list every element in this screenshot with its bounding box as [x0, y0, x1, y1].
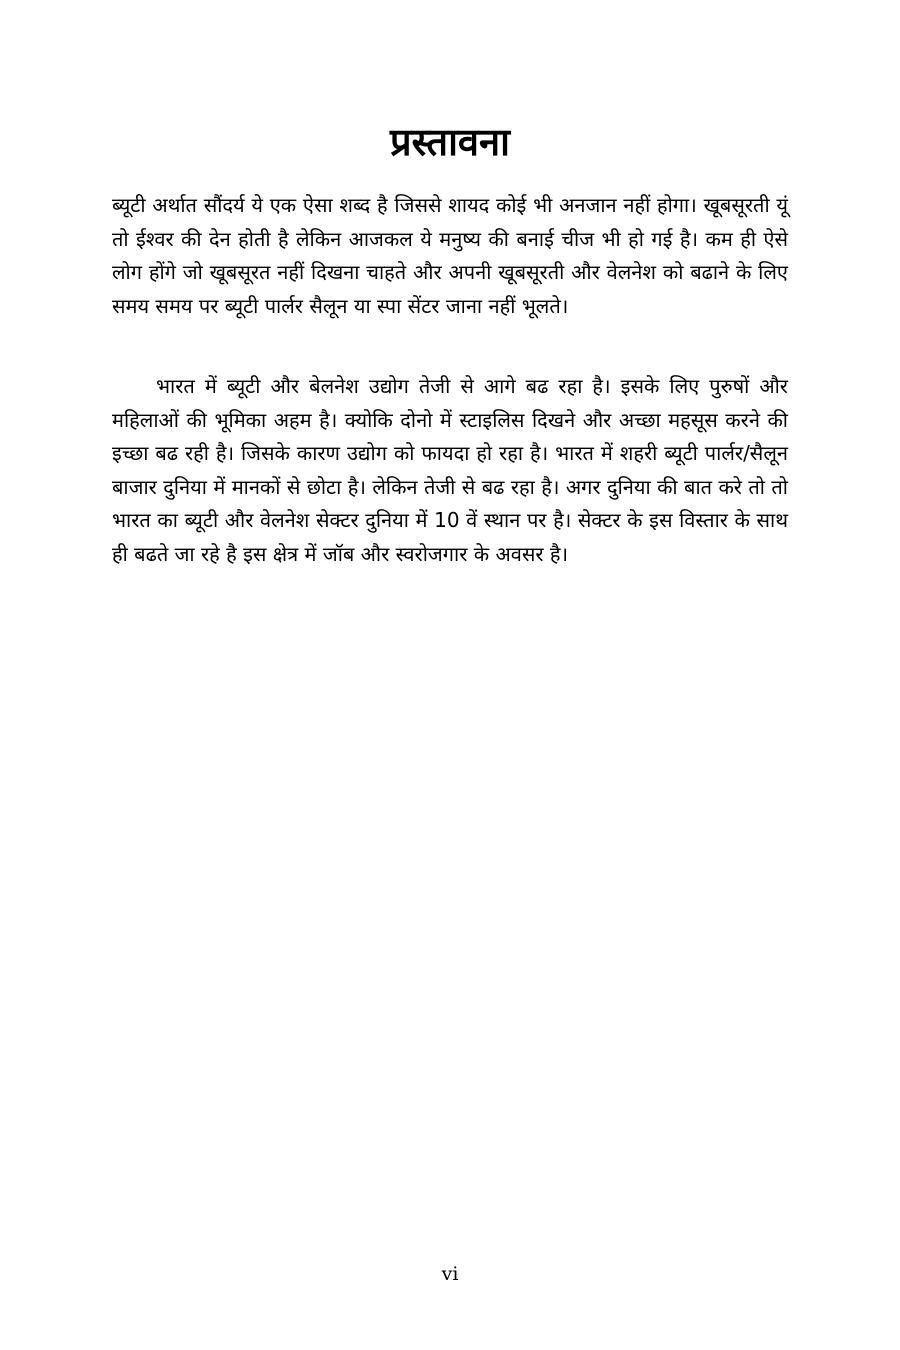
paragraph-2: भारत में ब्यूटी और बेलनेश उद्योग तेजी से आगे बढ रहा है। इसके लिए पुरुषों और महिलाओं की भूमिका अहम है। क्योकि दोनो में स्टाइलिस दिखने और अच्छा महसूस करने की इच्छा बढ रही है। जिसके कारण उद्योग को फायदा हो रहा है। भारत में शहरी ब्यूटी पार्लर/सैलून बाजार दुनिया में मानकों से छोटा है। लेकिन तेजी से बढ रहा है। अगर दुनिया की बात करे तो तो भारत का ब्यूटी और वेलनेश सेक्टर दुनिया में 10 वें स्थान पर है। सेक्टर के इस विस्तार के साथ ही बढते जा रहे है इस क्षेत्र में जॉब और स्वरोजगार के अवसर है। — [112, 374, 788, 566]
page-title: प्रस्तावना — [390, 120, 510, 164]
paragraph-1: ब्यूटी अर्थात सौंदर्य ये एक ऐसा शब्द है जिससे शायद कोई भी अनजान नहीं होगा। खूबसूरती यूं तो ईश्वर की देन होती है लेकिन आजकल ये मनुष्य की बनाई चीज भी हो गई है। कम ही ऐसे लोग होंगे जो खूबसूरत नहीं दिखना चाहते और अपनी खूबसूरती और वेलनेश को बढाने के लिए समय समय पर ब्यूटी पार्लर सैलून या स्पा सेंटर जाना नहीं भूलते। — [112, 193, 788, 318]
page-number: vi — [441, 1263, 459, 1285]
